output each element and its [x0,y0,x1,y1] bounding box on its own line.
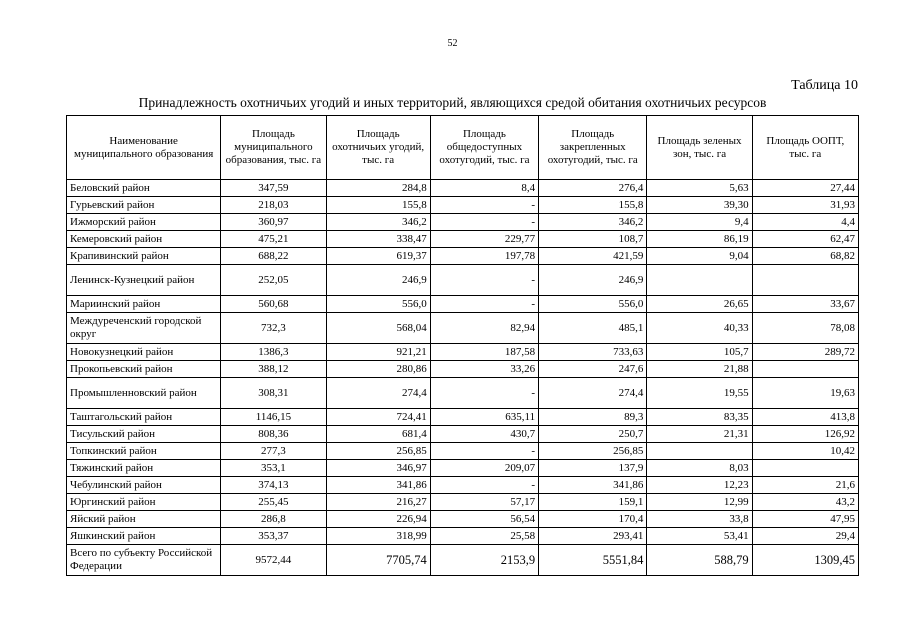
row-name: Гурьевский район [67,197,221,214]
row-public: - [430,443,538,460]
row-oopt: 68,82 [752,248,858,265]
row-green: 9,4 [647,214,752,231]
row-green [647,265,752,296]
row-assigned: 159,1 [539,494,647,511]
row-green: 8,03 [647,460,752,477]
row-oopt: 27,44 [752,180,858,197]
row-public: 187,58 [430,344,538,361]
row-oopt: 21,6 [752,477,858,494]
row-area: 347,59 [221,180,326,197]
row-assigned: 274,4 [539,378,647,409]
row-public: 8,4 [430,180,538,197]
row-area: 475,21 [221,231,326,248]
row-name: Топкинский район [67,443,221,460]
row-name: Ижморский район [67,214,221,231]
row-hunting: 921,21 [326,344,430,361]
total-name: Всего по субъекту Российской Федерации [67,545,221,576]
row-area: 388,12 [221,361,326,378]
table-row [67,460,859,477]
hunting-lands-table [66,115,859,576]
row-area: 360,97 [221,214,326,231]
row-area: 353,37 [221,528,326,545]
total-hunting: 7705,74 [326,545,430,576]
table-row [67,248,859,265]
column-header-municipal-area: Площадь муниципального образования, тыс. га [221,116,326,180]
row-assigned: 89,3 [539,409,647,426]
table-row [67,409,859,426]
row-name: Чебулинский район [67,477,221,494]
row-assigned: 256,85 [539,443,647,460]
row-public: 430,7 [430,426,538,443]
row-assigned: 556,0 [539,296,647,313]
total-row [67,545,859,576]
row-hunting: 724,41 [326,409,430,426]
total-oopt: 1309,45 [752,545,858,576]
row-hunting: 216,27 [326,494,430,511]
total-assigned: 5551,84 [539,545,647,576]
table-row [67,443,859,460]
row-assigned: 137,9 [539,460,647,477]
row-oopt: 413,8 [752,409,858,426]
row-hunting: 568,04 [326,313,430,344]
row-name: Прокопьевский район [67,361,221,378]
row-green: 9,04 [647,248,752,265]
row-oopt: 62,47 [752,231,858,248]
row-area: 353,1 [221,460,326,477]
row-public: - [430,265,538,296]
row-green: 40,33 [647,313,752,344]
table-row [67,265,859,296]
table-row [67,214,859,231]
table-row [67,378,859,409]
row-oopt: 29,4 [752,528,858,545]
row-public: 197,78 [430,248,538,265]
row-green: 19,55 [647,378,752,409]
row-public: - [430,378,538,409]
column-header-municipality: Наименование муниципального образования [67,116,221,180]
header-row [67,116,859,180]
row-area: 688,22 [221,248,326,265]
row-assigned: 421,59 [539,248,647,265]
row-public: 209,07 [430,460,538,477]
row-area: 255,45 [221,494,326,511]
table-row [67,511,859,528]
row-area: 218,03 [221,197,326,214]
column-header-assigned-area: Площадь закрепленных охотугодий, тыс. га [539,116,647,180]
row-green: 39,30 [647,197,752,214]
row-name: Кемеровский район [67,231,221,248]
row-assigned: 341,86 [539,477,647,494]
row-assigned: 246,9 [539,265,647,296]
row-assigned: 293,41 [539,528,647,545]
column-header-hunting-area: Площадь охотничьих угодий, тыс. га [326,116,430,180]
row-public: - [430,477,538,494]
row-name: Мариинский район [67,296,221,313]
row-green: 83,35 [647,409,752,426]
row-green: 21,31 [647,426,752,443]
row-oopt [752,265,858,296]
row-hunting: 346,97 [326,460,430,477]
row-oopt: 31,93 [752,197,858,214]
row-green [647,443,752,460]
row-area: 277,3 [221,443,326,460]
row-hunting: 280,86 [326,361,430,378]
row-hunting: 274,4 [326,378,430,409]
row-green: 21,88 [647,361,752,378]
row-name: Новокузнецкий район [67,344,221,361]
row-public: 82,94 [430,313,538,344]
row-oopt: 10,42 [752,443,858,460]
row-assigned: 247,6 [539,361,647,378]
table-row [67,231,859,248]
table-row [67,477,859,494]
row-green: 105,7 [647,344,752,361]
row-assigned: 170,4 [539,511,647,528]
row-hunting: 346,2 [326,214,430,231]
table-row [67,313,859,344]
table-row [67,344,859,361]
table-row [67,361,859,378]
row-oopt: 43,2 [752,494,858,511]
row-green: 12,23 [647,477,752,494]
row-green: 12,99 [647,494,752,511]
row-oopt [752,361,858,378]
row-oopt: 47,95 [752,511,858,528]
row-oopt: 33,67 [752,296,858,313]
row-hunting: 619,37 [326,248,430,265]
row-assigned: 733,63 [539,344,647,361]
row-name: Яйский район [67,511,221,528]
row-public: - [430,197,538,214]
table-row [67,426,859,443]
table-label: Таблица 10 [791,78,858,93]
row-area: 560,68 [221,296,326,313]
row-name: Ленинск-Кузнецкий район [67,265,221,296]
table-row [67,180,859,197]
column-header-oopt: Площадь ООПТ, тыс. га [752,116,858,180]
row-public: - [430,296,538,313]
row-area: 252,05 [221,265,326,296]
row-hunting: 246,9 [326,265,430,296]
row-green: 5,63 [647,180,752,197]
row-area: 1386,3 [221,344,326,361]
row-oopt: 126,92 [752,426,858,443]
row-hunting: 284,8 [326,180,430,197]
row-public: 25,58 [430,528,538,545]
row-name: Юргинский район [67,494,221,511]
total-area: 9572,44 [221,545,326,576]
table-row [67,528,859,545]
row-assigned: 485,1 [539,313,647,344]
row-public: 33,26 [430,361,538,378]
row-assigned: 250,7 [539,426,647,443]
row-oopt: 19,63 [752,378,858,409]
row-public: 229,77 [430,231,538,248]
table-row [67,197,859,214]
row-public: - [430,214,538,231]
table-row [67,494,859,511]
row-hunting: 256,85 [326,443,430,460]
row-name: Крапивинский район [67,248,221,265]
row-assigned: 108,7 [539,231,647,248]
row-green: 33,8 [647,511,752,528]
row-name: Беловский район [67,180,221,197]
table-row [67,296,859,313]
row-name: Яшкинский район [67,528,221,545]
row-name: Междуреченский городской округ [67,313,221,344]
row-public: 56,54 [430,511,538,528]
row-hunting: 318,99 [326,528,430,545]
row-hunting: 681,4 [326,426,430,443]
row-name: Промышленновский район [67,378,221,409]
row-assigned: 155,8 [539,197,647,214]
row-area: 732,3 [221,313,326,344]
row-hunting: 226,94 [326,511,430,528]
row-name: Тисульский район [67,426,221,443]
table-caption: Принадлежность охотничьих угодий и иных территорий, являющихся средой обитания охотничьих ресурсов [138,95,767,110]
row-oopt: 289,72 [752,344,858,361]
row-assigned: 276,4 [539,180,647,197]
total-green: 588,79 [647,545,752,576]
row-name: Таштагольский район [67,409,221,426]
row-area: 808,36 [221,426,326,443]
row-assigned: 346,2 [539,214,647,231]
row-name: Тяжинский район [67,460,221,477]
row-oopt: 78,08 [752,313,858,344]
row-hunting: 556,0 [326,296,430,313]
row-hunting: 341,86 [326,477,430,494]
row-area: 374,13 [221,477,326,494]
row-hunting: 338,47 [326,231,430,248]
row-oopt: 4,4 [752,214,858,231]
column-header-green-zones: Площадь зеленых зон, тыс. га [647,116,752,180]
page-number: 52 [447,38,458,49]
row-area: 308,31 [221,378,326,409]
row-public: 57,17 [430,494,538,511]
row-area: 1146,15 [221,409,326,426]
total-public: 2153,9 [430,545,538,576]
row-green: 86,19 [647,231,752,248]
row-public: 635,11 [430,409,538,426]
row-oopt [752,460,858,477]
row-green: 26,65 [647,296,752,313]
column-header-public-area: Площадь общедоступных охотугодий, тыс. га [430,116,538,180]
row-hunting: 155,8 [326,197,430,214]
row-green: 53,41 [647,528,752,545]
row-area: 286,8 [221,511,326,528]
